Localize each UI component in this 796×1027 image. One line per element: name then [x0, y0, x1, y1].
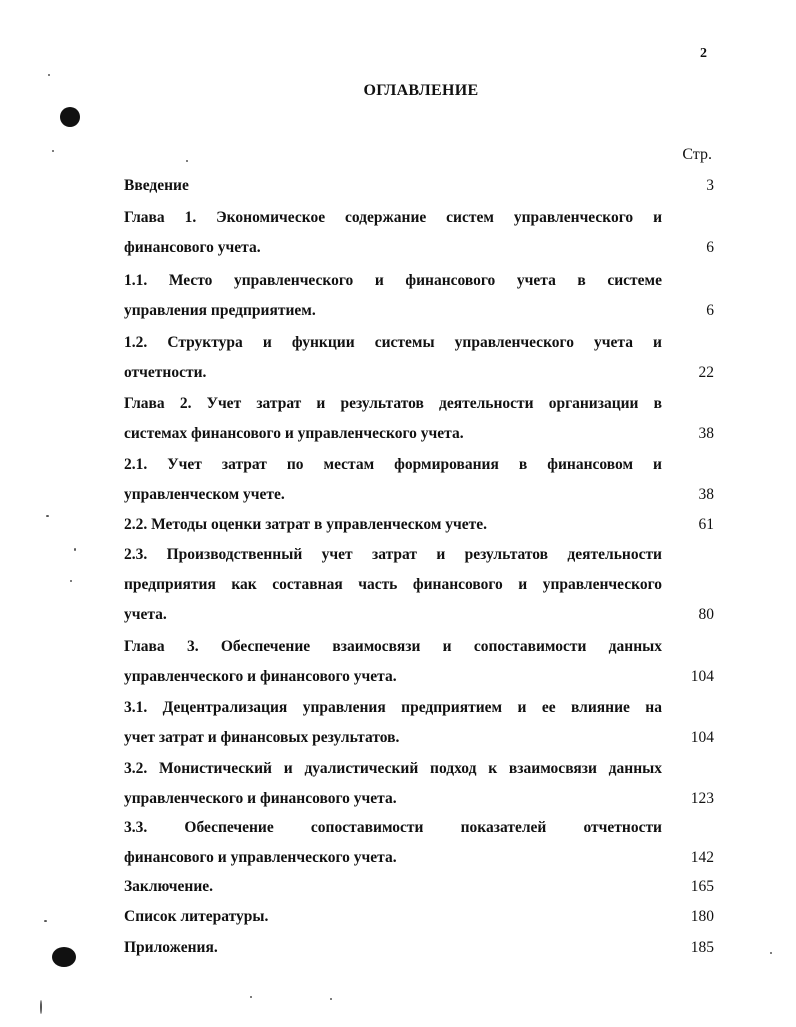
toc-entry-text: управленческого и финансового учета. [124, 668, 397, 685]
toc-entry-text: Приложения. [124, 939, 218, 956]
toc-entry-page: 22 [698, 364, 714, 381]
toc-entry-page: 104 [690, 668, 714, 685]
toc-entry-text: Глава 2. Учет затрат и результатов деятельности организации в [124, 395, 662, 412]
toc-entry-page: 80 [698, 606, 714, 623]
toc-entry-text: управленческого и финансового учета. [124, 790, 397, 807]
toc-entry-text: 2.1. Учет затрат по местам формирования в финансовом и [124, 456, 662, 473]
page-number: 2 [700, 46, 707, 61]
toc-entry-section-1-1 [124, 266, 714, 326]
toc-entry-page: 180 [690, 908, 714, 925]
scan-speck [48, 74, 50, 76]
toc-entry-section-3-1 [124, 693, 714, 753]
toc-entry-text: Глава 3. Обеспечение взаимосвязи и сопоставимости данных [124, 638, 662, 655]
toc-entry-page: 3 [706, 177, 714, 194]
scan-speck [44, 920, 47, 922]
toc-entry-appendices [124, 933, 714, 963]
toc-entry-section-3-2 [124, 754, 714, 814]
toc-entry-text: управленческом учете. [124, 486, 285, 503]
toc-entry-text: 2.2. Методы оценки затрат в управленческом учете. [124, 516, 488, 533]
scan-speck [74, 548, 76, 551]
toc-entry-section-3-3 [124, 813, 714, 873]
toc-entry-page: 6 [706, 239, 714, 256]
toc-entry-text: Список литературы. [124, 908, 269, 925]
toc-entry-text: отчетности. [124, 364, 207, 381]
toc-entry-text: Введение [124, 177, 189, 194]
toc-entry-page: 165 [690, 878, 714, 895]
toc-entry-page: 104 [690, 729, 714, 746]
scan-blot-bottom [52, 947, 76, 967]
toc-entry-text: 3.1. Децентрализация управления предприятием и ее влияние на [124, 699, 662, 716]
toc-entry-text: предприятия как составная часть финансового и управленческого [124, 576, 662, 593]
toc-entry-page: 61 [698, 516, 714, 533]
toc-entry-page: 38 [698, 425, 714, 442]
scan-blot-top [60, 107, 80, 127]
toc-entry-text: финансового учета. [124, 239, 261, 256]
scan-speck [40, 1000, 42, 1014]
toc-entry-bibliography [124, 902, 714, 932]
scan-speck [70, 580, 72, 582]
toc-entry-chapter-3 [124, 632, 714, 692]
page-title: ОГЛАВЛЕНИЕ [363, 82, 479, 99]
toc-entry-chapter-1 [124, 203, 714, 263]
toc-entry-page: 123 [690, 790, 714, 807]
toc-entry-text: системах финансового и управленческого учета. [124, 425, 464, 442]
toc-entry-chapter-2 [124, 389, 714, 449]
toc-entry-text: учета. [124, 606, 167, 623]
toc-entry-section-2-3 [124, 540, 714, 630]
scan-speck [770, 952, 772, 954]
scan-speck [52, 150, 54, 152]
toc-entry-conclusion [124, 872, 714, 902]
toc-entry-text: 1.2. Структура и функции системы управленческого учета и [124, 334, 662, 351]
toc-entry-section-2-1 [124, 450, 714, 510]
toc-entry-text: финансового и управленческого учета. [124, 849, 397, 866]
toc-entry-text: Заключение. [124, 878, 214, 895]
toc-entry-text: Глава 1. Экономическое содержание систем управленческого и [124, 209, 662, 226]
toc-entry-text: 3.2. Монистический и дуалистический подход к взаимосвязи данных [124, 760, 662, 777]
toc-entry-section-2-2 [124, 510, 714, 540]
scan-speck [330, 998, 332, 1000]
page-column-label: Стр. [682, 146, 712, 163]
toc-entry-text: управления предприятием. [124, 302, 316, 319]
scan-speck [250, 996, 252, 998]
scan-speck [186, 160, 188, 162]
scan-speck [46, 515, 49, 517]
toc-entry-page: 38 [698, 486, 714, 503]
toc-entry-text: 3.3. Обеспечение сопоставимости показателей отчетности [124, 819, 662, 836]
toc-entry-text: 2.3. Производственный учет затрат и результатов деятельности [124, 546, 662, 563]
toc-entry-text: учет затрат и финансовых результатов. [124, 729, 400, 746]
toc-entry-page: 142 [690, 849, 714, 866]
toc-entry-section-1-2 [124, 328, 714, 388]
toc-entry-text: 1.1. Место управленческого и финансового учета в системе [124, 272, 662, 289]
toc-entry-page: 185 [690, 939, 714, 956]
toc-entry-page: 6 [706, 302, 714, 319]
toc-entry-introduction [124, 171, 714, 201]
